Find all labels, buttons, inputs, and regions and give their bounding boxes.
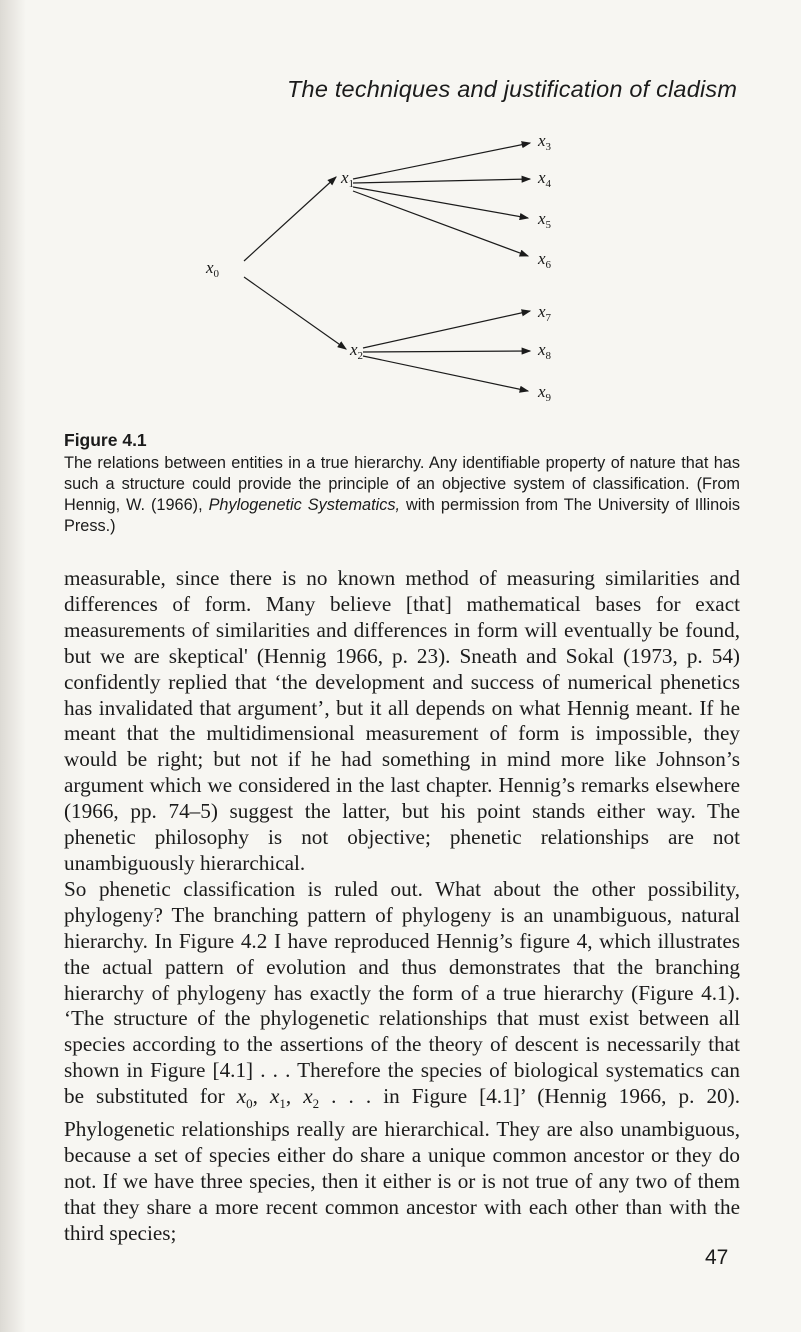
paragraph-2: So phenetic classification is ruled out. What about the other possibility, phylogeny? The branching pattern of phylogeny is an unambiguous, natural hierarchy. In Figure 4.2 I have reproduced Hennig’s figure 4, which illustrates the actual pattern of evolution and thus demonstrates that the branching hierarchy of phylogeny has exactly the form of a true hierarchy (Figure 4.1). ‘The structure of the phylogenetic relationships that must exist between all species according to the assertions of the theory of descent is necessarily that shown in Figure [4.1] . . . Therefore the species of biological systematics can be substituted for $x_0$, $x_1$, $x_2$ . . . in Figure [4.1]’ (Hennig 1966, p. 20). Phylogenetic relationships really are hierarchical. They are also unambiguous, because a set of species either do share a unique common ancestor or they do not. If we have three species, then it either is or is not true of any two of them that they share a more recent common ancestor with each other than with the third species;: [64, 876, 740, 1245]
var-x2: $x_2$: [303, 1084, 320, 1112]
figure-caption: [64, 453, 740, 537]
page-spine-shadow: [0, 0, 26, 1332]
node-label-x7: $x_7$: [538, 302, 552, 324]
paragraph-2-part-a: So phenetic classification is ruled out. What about the other possibility, phylogeny? The branching pattern of phylogeny is an unambiguous, natural hierarchy. In Figure 4.2 I have reproduced Hennig’s figure 4, which illustrates the actual pattern of evolution and thus demonstrates that the branching hierarchy of phylogeny has exactly the form of a true hierarchy (Figure 4.1). ‘The structure of the phylogenetic relationships that must exist between all species according to the assertions of the theory of descent is necessarily that shown in Figure [4.1] . . . Therefore the species of biological systematics can be substituted for: [64, 876, 740, 1109]
node-label-x6: $x_6$: [538, 249, 552, 271]
running-head: The techniques and justification of cladism: [287, 76, 738, 102]
node-label-x0: $x_0$: [206, 258, 220, 280]
paragraph-2-part-b: (Hennig 1966, p. 20). Phylogenetic relationships really are hierarchical. They are also unambiguous, because a set of species either do share a unique common ancestor or they do not. If we have three species, then it either is or is not true of any two of them that they share a more recent common ancestor with each other than with the third species;: [64, 1084, 740, 1245]
caption-text: The relations between entities in a true hierarchy. Any identifiable property of nature that has such a structure could provide the principle of an objective system of classification. (From Hennig, W. (1966),: [64, 454, 740, 514]
node-label-x4: $x_4$: [538, 168, 552, 190]
edge-x0-x2: [244, 277, 346, 349]
node-label-x2: $x_2$: [350, 340, 364, 362]
hierarchy-figure: [200, 125, 580, 415]
node-label-x8: $x_8$: [538, 340, 552, 362]
body-text: [64, 566, 740, 1247]
edge-x2-x8: [363, 351, 530, 352]
page-number: 47: [705, 1246, 729, 1269]
node-label-x1: $x_1$: [341, 168, 355, 190]
edge-x1-x5: [353, 187, 528, 218]
paragraph-1: measurable, since there is no known method of measuring similarities and differences of form. Many believe [that] mathematical bases for exact measurements of similarities and differences in form will eventually be found, but we are skeptical' (Hennig 1966, p. 23). Sneath and Sokal (1973, p. 54) confidently replied that ‘the development and success of numerical phenetics has invalidated that argument’, but it all depends on what Hennig meant. If he meant that the multidimensional measurement of form is impossible, they would be right; but not if he had something in mind more like Johnson’s argument which we considered in the last chapter. Hennig’s remarks elsewhere (1966, pp. 74–5) suggest the latter, but his point stands either way. The phenetic philosophy is not objective; phenetic relationships are not unambiguously hierarchical.: [64, 566, 740, 875]
edge-x2-x9: [363, 356, 528, 391]
edge-x2-x7: [363, 311, 530, 348]
edge-x0-x1: [244, 177, 336, 261]
var-x1: $x_1$: [269, 1084, 286, 1112]
edge-x1-x6: [353, 191, 528, 256]
caption-credit: with permission from The University of Illinois Press.): [64, 496, 740, 535]
node-label-x5: $x_5$: [538, 209, 552, 231]
var-x0: $x_0$: [236, 1084, 253, 1112]
caption-book-title: Phylogenetic Systematics,: [208, 496, 401, 514]
node-label-x9: $x_9$: [538, 382, 552, 404]
figure-title: Figure 4.1: [64, 430, 147, 450]
edge-x1-x3: [353, 143, 530, 179]
edge-x1-x4: [353, 179, 530, 183]
node-label-x3: $x_3$: [538, 131, 552, 153]
